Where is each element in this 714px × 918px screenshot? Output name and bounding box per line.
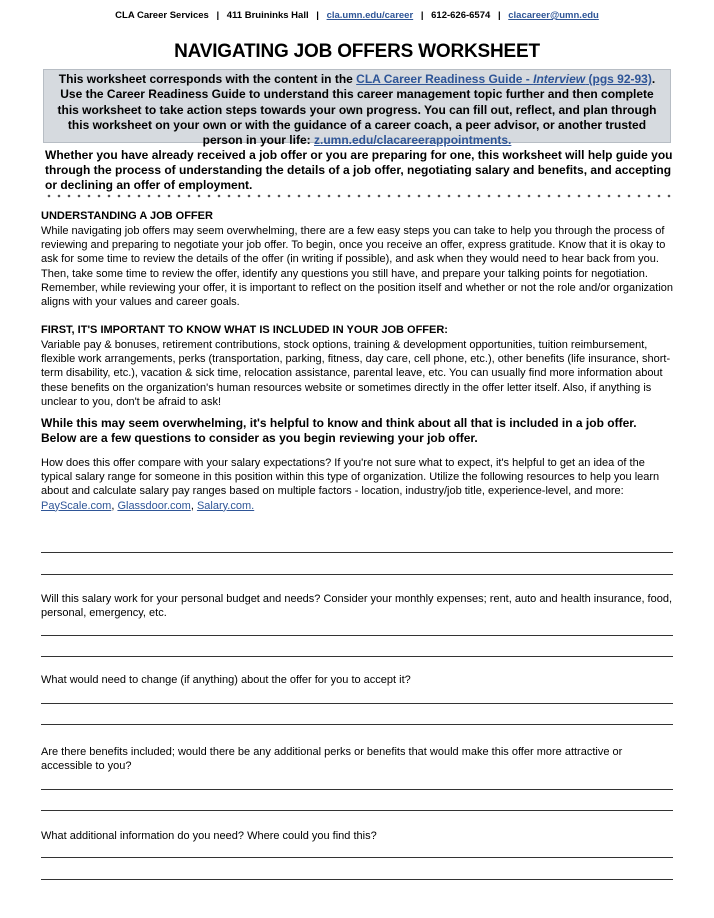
payscale-link[interactable]: PayScale.com bbox=[41, 499, 112, 512]
guide-link-text: CLA Career Readiness Guide - bbox=[356, 72, 534, 86]
question-1: How does this offer compare with your salary expectations? If you're not sure what to expect, it's helpful to get an idea of the typical salary range for someone in this position within this type of organization. Utilize the following resources to help you learn about and calculate salary pay ranges based on multiple factors - location, industry/job title, experience-level, and more: PayScale.com, Glassdoor.com, Salary.com. bbox=[41, 457, 660, 512]
separator: | bbox=[316, 10, 319, 21]
answer-line[interactable] bbox=[41, 552, 673, 553]
contact-header bbox=[0, 10, 714, 21]
intro-text: person in your life: bbox=[202, 133, 314, 148]
office-name: CLA Career Services bbox=[115, 10, 209, 21]
intro-line bbox=[44, 133, 670, 148]
phone-number: 612-626-6574 bbox=[431, 10, 491, 21]
answer-line[interactable] bbox=[41, 789, 673, 790]
guide-link[interactable] bbox=[356, 72, 652, 86]
question-4: Are there benefits included; would there be any additional perks or benefits that would make this offer more attractive or accessible to you? bbox=[41, 746, 623, 773]
answer-line[interactable] bbox=[41, 703, 673, 704]
section-body: Variable pay & bonuses, retirement contributions, stock options, training & development opportunities, tuition reimbursement, flexible work arrangements, perks (transportation, parking, fitness, day care, cell phone, etc.), other benefits (life insurance, short-term disability, etc.), vacation & sick time, relocation assistance, parental leave, etc. You can usually find more information about these benefits on the organization's human resources website or sometimes directly in the offer letter itself. Also, if anything is unclear to you, don't be afraid to ask! bbox=[41, 339, 671, 408]
office-address: 411 Bruininks Hall bbox=[226, 10, 309, 21]
glassdoor-link[interactable]: Glassdoor.com bbox=[117, 499, 191, 512]
separator: | bbox=[420, 10, 424, 21]
section-body: While navigating job offers may seem overwhelming, there are a few easy steps you can take to help you through the process of reviewing and preparing to negotiate your job offer. To begin, once you receive an offer, express gratitude. Know that it is okay to ask for some time to review the details of the offer (in writing if possible), and ask when they would need to hear back from you. Then, take some time to review the offer, identify any questions you still have, and prepare your talking points for negotiation. Remember, while reviewing your offer, it is important to reflect on the position itself and whether or not the role and/or organization aligns with your values and career goals. bbox=[41, 225, 674, 309]
answer-line[interactable] bbox=[41, 879, 673, 880]
email-link[interactable]: clacareer@umn.edu bbox=[508, 10, 599, 21]
answer-line[interactable] bbox=[41, 574, 673, 575]
intro-box bbox=[43, 69, 671, 148]
website-link[interactable]: cla.umn.edu/career bbox=[326, 10, 414, 21]
question-text: How does this offer compare with your salary expectations? If you're not sure what to expect, it's helpful to get an idea of the typical salary range for someone in this position within this type of organization. Utilize the following resources to help you learn about and calculate salary pay ranges based on multiple factors - location, industry/job title, experience-level, and more: bbox=[41, 457, 660, 498]
intro-line bbox=[44, 72, 670, 87]
callout-text: While this may seem overwhelming, it's helpful to know and think about all that is included in a job offer. Below are a few questions to consider as you begin reviewing your job offer. bbox=[41, 416, 637, 445]
lead-paragraph: Whether you have already received a job offer or you are preparing for one, this worksheet will help guide you through the process of understanding the details of a job offer, negotiating salary and benefits, and accepting or declining an offer of employment. bbox=[45, 148, 673, 192]
appointments-link[interactable]: z.umn.edu/clacareerappointments. bbox=[313, 133, 512, 148]
intro-text: This worksheet corresponds with the content in the bbox=[58, 72, 357, 86]
separator: | bbox=[216, 10, 220, 21]
intro-line: this worksheet on your own or with the guidance of a career coach, a peer advisor, or another trusted bbox=[67, 117, 647, 132]
dotted-divider bbox=[44, 193, 676, 199]
page-title: NAVIGATING JOB OFFERS WORKSHEET bbox=[174, 41, 540, 62]
intro-line: Use the Career Readiness Guide to understand this career management topic further and then complete bbox=[60, 87, 654, 102]
section-heading: FIRST, IT'S IMPORTANT TO KNOW WHAT IS INCLUDED IN YOUR JOB OFFER: bbox=[41, 324, 448, 336]
salary-link[interactable]: Salary.com. bbox=[196, 499, 255, 512]
question-5: What additional information do you need? Where could you find this? bbox=[41, 830, 377, 842]
answer-line[interactable] bbox=[41, 724, 673, 725]
answer-line[interactable] bbox=[41, 656, 673, 657]
answer-line[interactable] bbox=[41, 635, 673, 636]
answer-line[interactable] bbox=[41, 857, 673, 858]
guide-link-pages: (pgs 92-93) bbox=[585, 72, 652, 86]
question-3: What would need to change (if anything) about the offer for you to accept it? bbox=[41, 674, 411, 686]
guide-link-italic: Interview bbox=[533, 72, 586, 86]
section-heading: UNDERSTANDING A JOB OFFER bbox=[41, 210, 213, 222]
intro-line: this worksheet to take action steps towards your own progress. You can fill out, reflect, and plan through bbox=[57, 102, 657, 117]
intro-text: . bbox=[651, 72, 656, 86]
question-2: Will this salary work for your personal budget and needs? Consider your monthly expenses; rent, auto and health insurance, food, personal, emergency, etc. bbox=[41, 593, 673, 620]
answer-line[interactable] bbox=[41, 810, 673, 811]
separator: | bbox=[497, 10, 501, 21]
